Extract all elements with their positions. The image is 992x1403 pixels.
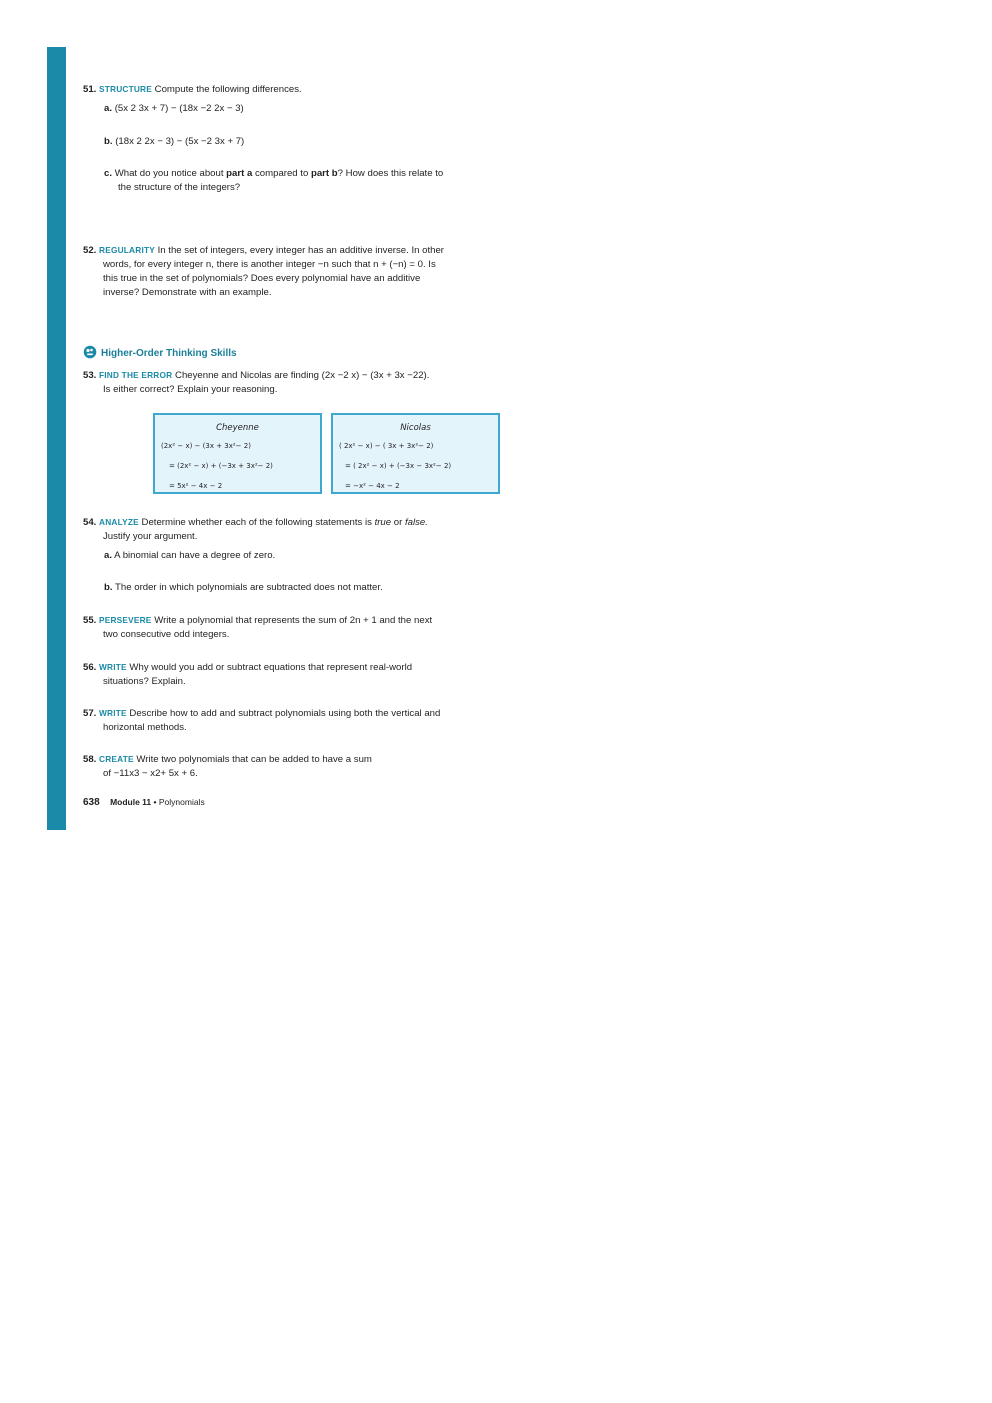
question-text-line: two consecutive odd integers. xyxy=(103,629,230,640)
part-text: (5x 2 3x + 7) − (18x −2 2x − 3) xyxy=(114,103,244,114)
part-label: a. xyxy=(104,550,113,561)
work-line: (2x² − x) − (3x + 3x²− 2) xyxy=(161,442,251,450)
module-label: Module 11 xyxy=(110,797,152,807)
question-number: 55. xyxy=(83,615,97,626)
question-number: 52. xyxy=(83,245,97,256)
question-text: Compute the following differences. xyxy=(154,84,302,95)
part-text: compared to xyxy=(254,168,309,179)
question-tag: WRITE xyxy=(99,662,127,672)
sidebar-accent-bar xyxy=(47,47,66,830)
part-label: c. xyxy=(104,168,113,179)
hots-heading xyxy=(83,345,237,362)
work-line: = −x² − 4x − 2 xyxy=(345,482,400,490)
question-56 xyxy=(83,660,503,689)
question-tag: FIND THE ERROR xyxy=(99,370,173,380)
part-ref: part b xyxy=(310,168,338,179)
question-text: Why would you add or subtract equations that represent real-world xyxy=(129,662,413,673)
part-text-line2: the structure of the integers? xyxy=(118,182,241,193)
part-text: (18x 2 2x − 3) − (5x −2 3x + 7) xyxy=(115,136,245,147)
or-word: or xyxy=(393,517,403,528)
false-word: false. xyxy=(404,517,428,528)
nicolas-work-box xyxy=(331,413,500,494)
question-51 xyxy=(83,82,503,97)
part-label: b. xyxy=(104,136,113,147)
question-tag: CREATE xyxy=(99,754,134,764)
question-text: Cheyenne and Nicolas are finding (2x −2 x) − (3x + 3x −22). xyxy=(175,370,430,381)
question-57 xyxy=(83,706,503,735)
question-text: Describe how to add and subtract polynomials using both the vertical and xyxy=(129,708,441,719)
question-text-line: horizontal methods. xyxy=(103,722,187,733)
question-number: 58. xyxy=(83,754,97,765)
page-footer xyxy=(83,797,205,808)
module-topic: Polynomials xyxy=(158,797,205,807)
question-51a xyxy=(104,102,499,116)
question-text-line: inverse? Demonstrate with an example. xyxy=(103,287,272,298)
question-text-line: Justify your argument. xyxy=(103,531,198,542)
part-text: A binomial can have a degree of zero. xyxy=(114,550,276,561)
question-tag: WRITE xyxy=(99,708,127,718)
work-line: = ( 2x² − x) + (−3x − 3x²− 2) xyxy=(345,462,452,470)
question-number: 57. xyxy=(83,708,97,719)
question-51b xyxy=(104,135,499,149)
question-text-line: Is either correct? Explain your reasoning. xyxy=(103,384,278,395)
hots-title: Higher-Order Thinking Skills xyxy=(101,348,237,359)
question-58 xyxy=(83,752,503,781)
question-52 xyxy=(83,243,503,300)
question-53 xyxy=(83,368,503,397)
page-number: 638 xyxy=(83,797,100,808)
question-text-line: words, for every integer n, there is another integer −n such that n + (−n) = 0. Is xyxy=(103,259,436,270)
question-text-line: this true in the set of polynomials? Does every polynomial have an additive xyxy=(103,273,421,284)
question-text: Determine whether each of the following statements is xyxy=(141,517,372,528)
question-number: 51. xyxy=(83,84,97,95)
part-text: The order in which polynomials are subtracted does not matter. xyxy=(115,582,383,593)
work-box-title: Nicolas xyxy=(400,423,431,433)
question-number: 54. xyxy=(83,517,97,528)
cheyenne-work-box xyxy=(153,413,322,494)
work-line: = 5x² − 4x − 2 xyxy=(169,482,223,490)
part-text: ? How does this relate to xyxy=(337,168,444,179)
part-label: a. xyxy=(104,103,113,114)
question-text-line: situations? Explain. xyxy=(103,676,186,687)
part-text: What do you notice about xyxy=(114,168,224,179)
question-tag: ANALYZE xyxy=(99,517,139,527)
question-tag: REGULARITY xyxy=(99,245,155,255)
question-number: 53. xyxy=(83,370,97,381)
question-54b xyxy=(104,581,499,595)
question-tag: PERSEVERE xyxy=(99,615,152,625)
question-54a xyxy=(104,549,499,563)
part-ref: part a xyxy=(226,168,253,179)
true-word: true xyxy=(374,517,392,528)
question-55 xyxy=(83,613,503,642)
thinking-head-icon xyxy=(83,345,97,362)
question-54 xyxy=(83,515,503,544)
question-text-line: of −11x3 − x2+ 5x + 6. xyxy=(103,768,198,779)
question-51c xyxy=(104,167,499,195)
question-text: Write a polynomial that represents the sum of 2n + 1 and the next xyxy=(154,615,433,626)
part-label: b. xyxy=(104,582,113,593)
work-line: = (2x² − x) + (−3x + 3x²− 2) xyxy=(169,462,273,470)
question-tag: STRUCTURE xyxy=(99,84,152,94)
footer-separator: • xyxy=(153,797,157,807)
question-text: Write two polynomials that can be added to have a sum xyxy=(136,754,372,765)
work-line: ( 2x² − x) − ( 3x + 3x²− 2) xyxy=(339,442,434,450)
work-box-title: Cheyenne xyxy=(216,423,259,433)
question-number: 56. xyxy=(83,662,97,673)
question-text: In the set of integers, every integer has an additive inverse. In other xyxy=(157,245,445,256)
